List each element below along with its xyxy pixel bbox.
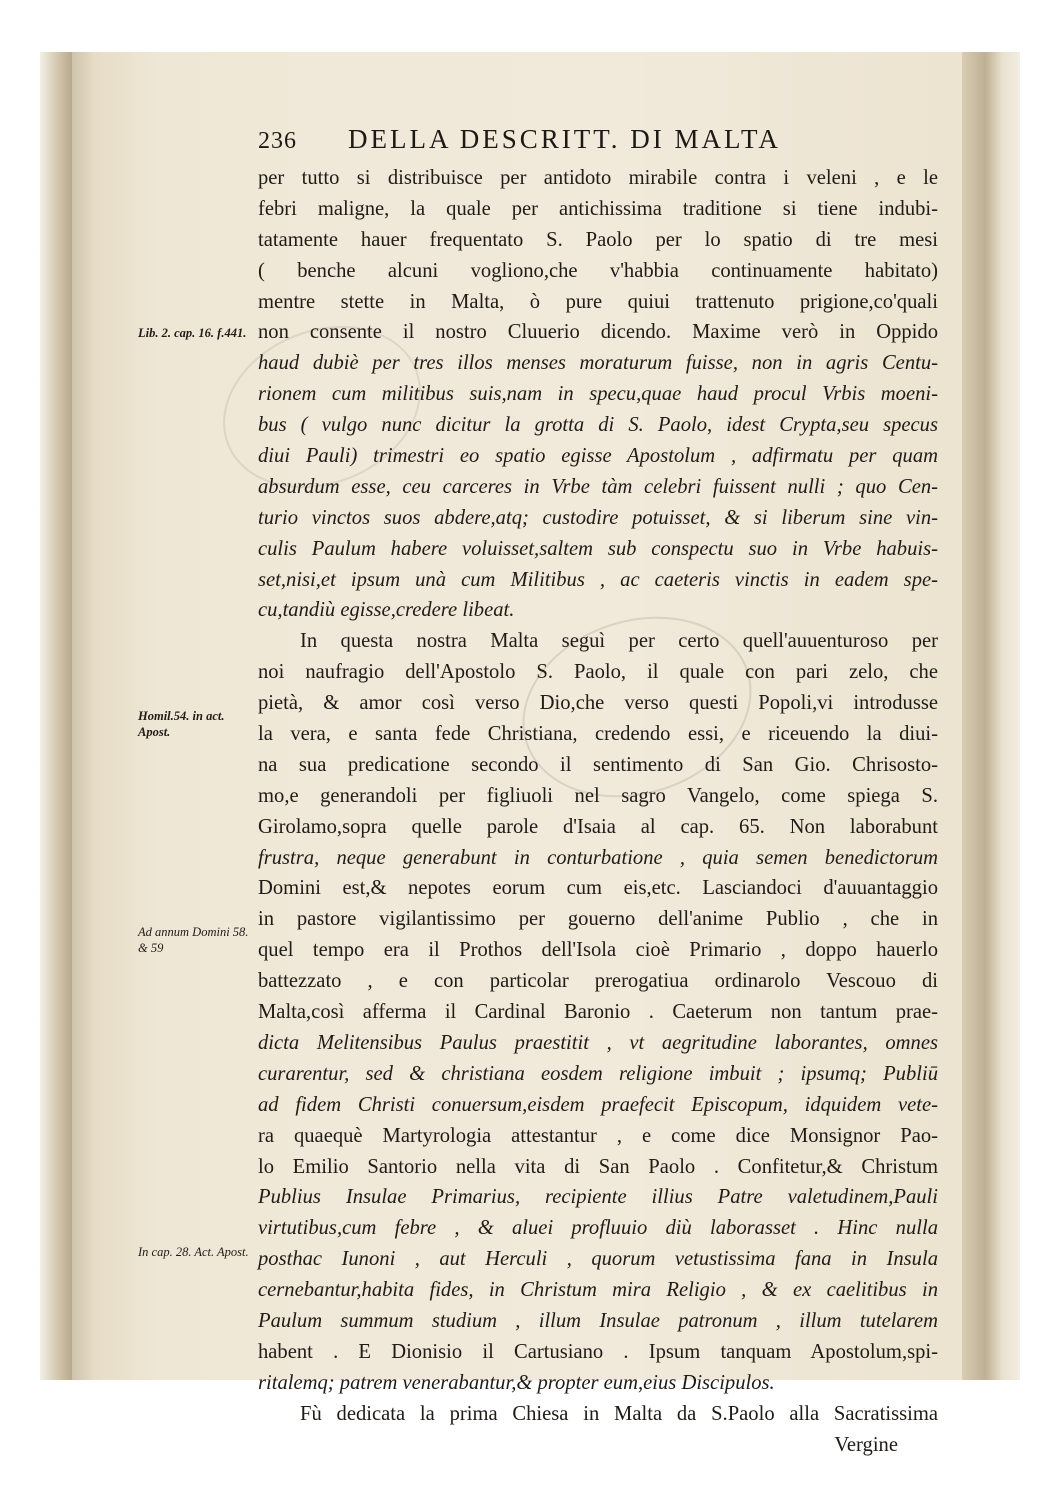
text-line: Publius Insulae Primarius, recipiente illius Patre valetudinem,Pauli [258, 1186, 938, 1209]
text-line: per tutto si distribuisce per antidoto mirabile contra i veleni , e le [258, 167, 938, 189]
text-line: ritalemq; patrem venerabantur,& propter eum,eius Discipulos. [258, 1371, 775, 1394]
text-line: virtutibus,cum febre , & aluei profluuio diù laborasset . Hinc nulla [258, 1217, 938, 1240]
text-line: rionem cum militibus suis,nam in specu,quae haud procul Vrbis moeni- [258, 383, 938, 406]
text-line: haud dubiè per tres illos menses moraturum fuisse, non in agris Centu- [258, 352, 938, 375]
running-title: DELLA DESCRITT. DI MALTA [348, 124, 781, 154]
text-line: ( benche alcuni vogliono,che v'habbia continuamente habitato) [258, 259, 938, 282]
catchword: Vergine [834, 1433, 898, 1456]
text-line: na sua predicatione secondo il sentimento di San Gio. Chrisosto- [258, 753, 938, 776]
text-line: Fù dedicata la prima Chiesa in Malta da S.Paolo alla Sacratissima [300, 1402, 938, 1425]
text-line: culis Paulum habere voluisset,saltem sub conspectu suo in Vrbe habuis- [258, 537, 938, 560]
margin-note: Ad annum Domini 58. & 59 [138, 925, 249, 955]
text-line: habent . E Dionisio il Cartusiano . Ipsum tanquam Apostolum,spi- [258, 1340, 938, 1363]
text-line: frustra, neque generabunt in conturbatione , quia semen benedictorum [258, 846, 938, 869]
text-line: Girolamo,sopra quelle parole d'Isaia al cap. 65. Non laborabunt [258, 815, 938, 838]
text-line: posthac Iunoni , aut Herculi , quorum vetustissima fana in Insula [258, 1248, 938, 1271]
running-header [258, 124, 848, 155]
margin-note: Homil.54. in act. Apost. [138, 709, 225, 739]
text-line: In questa nostra Malta seguì per certo quell'auuenturoso per [300, 630, 938, 653]
text-line: tatamente hauer frequentato S. Paolo per lo spatio di tre mesi [258, 228, 938, 251]
text-line: non consente il nostro Cluuerio dicendo. Maxime verò in Oppido [258, 321, 938, 344]
text-line: bus ( vulgo nunc dicitur la grotta di S. Paolo, idest Crypta,seu specus [258, 414, 938, 437]
text-line: ra quaequè Martyrologia attestantur , e come dice Monsignor Pao- [258, 1124, 938, 1147]
text-line: quel tempo era il Prothos dell'Isola cioè Primario , doppo hauerlo [258, 939, 938, 962]
text-line: dicta Melitensibus Paulus praestitit , vt aegritudine laborantes, omnes [258, 1031, 938, 1054]
text-line: febri maligne, la quale per antichissima traditione si tiene indubi- [258, 197, 938, 220]
page-number: 236 [258, 128, 297, 154]
text-line: mentre stette in Malta, ò pure quiui trattenuto prigione,co'quali [258, 290, 938, 313]
text-line: cernebantur,habita fides, in Christum mira Religio , & ex caelitibus in [258, 1279, 938, 1302]
left-page-edges [40, 52, 72, 1380]
text-line: mo,e generandoli per figliuoli nel sagro Vangelo, come spiega S. [258, 784, 938, 807]
text-line: Malta,così afferma il Cardinal Baronio . Caeterum non tantum prae- [258, 1001, 938, 1024]
body-text [258, 163, 938, 1460]
text-line: in pastore vigilantissimo per gouerno dell'anime Publio , che in [258, 908, 938, 931]
text-line: lo Emilio Santorio nella vita di San Paolo . Confitetur,& Christum [258, 1155, 938, 1178]
binding-shadow [72, 52, 92, 1380]
text-line: Paulum summum studium , illum Insulae patronum , illum tutelarem [258, 1309, 938, 1332]
text-line: battezzato , e con particolar prerogatiua ordinarolo Vescouo di [258, 970, 938, 993]
right-page-gutter [962, 52, 1020, 1380]
text-line: ad fidem Christi conuersum,eisdem praefecit Episcopum, idquidem vete- [258, 1093, 938, 1116]
text-line: set,nisi,et ipsum unà cum Militibus , ac caeteris vinctis in eadem spe- [258, 568, 938, 591]
text-line: diui Pauli) trimestri eo spatio egisse Apostolum , adfirmatu per quam [258, 445, 938, 468]
text-line: pietà, & amor così verso Dio,che verso questi Popoli,vi introdusse [258, 692, 938, 715]
text-line: Domini est,& nepotes eorum cum eis,etc. Lasciandoci d'auuantaggio [258, 877, 938, 900]
text-line: turio vinctos suos abdere,atq; custodire potuisset, & si liberum sine vin- [258, 506, 938, 529]
text-line: cu,tandiù egisse,credere libeat. [258, 599, 515, 622]
text-line: la vera, e santa fede Christiana, credendo essi, e riceuendo la diui- [258, 723, 938, 746]
text-line: curarentur, sed & christiana eosdem religione imbuit ; ipsumq; Publiū [258, 1062, 938, 1085]
margin-note: Lib. 2. cap. 16. f.441. [138, 326, 247, 340]
margin-note: In cap. 28. Act. Apost. [138, 1245, 249, 1259]
text-line: absurdum esse, ceu carceres in Vrbe tàm celebri fuissent nulli ; quo Cen- [258, 475, 938, 498]
text-line: noi naufragio dell'Apostolo S. Paolo, il quale con pari zelo, che [258, 661, 938, 684]
